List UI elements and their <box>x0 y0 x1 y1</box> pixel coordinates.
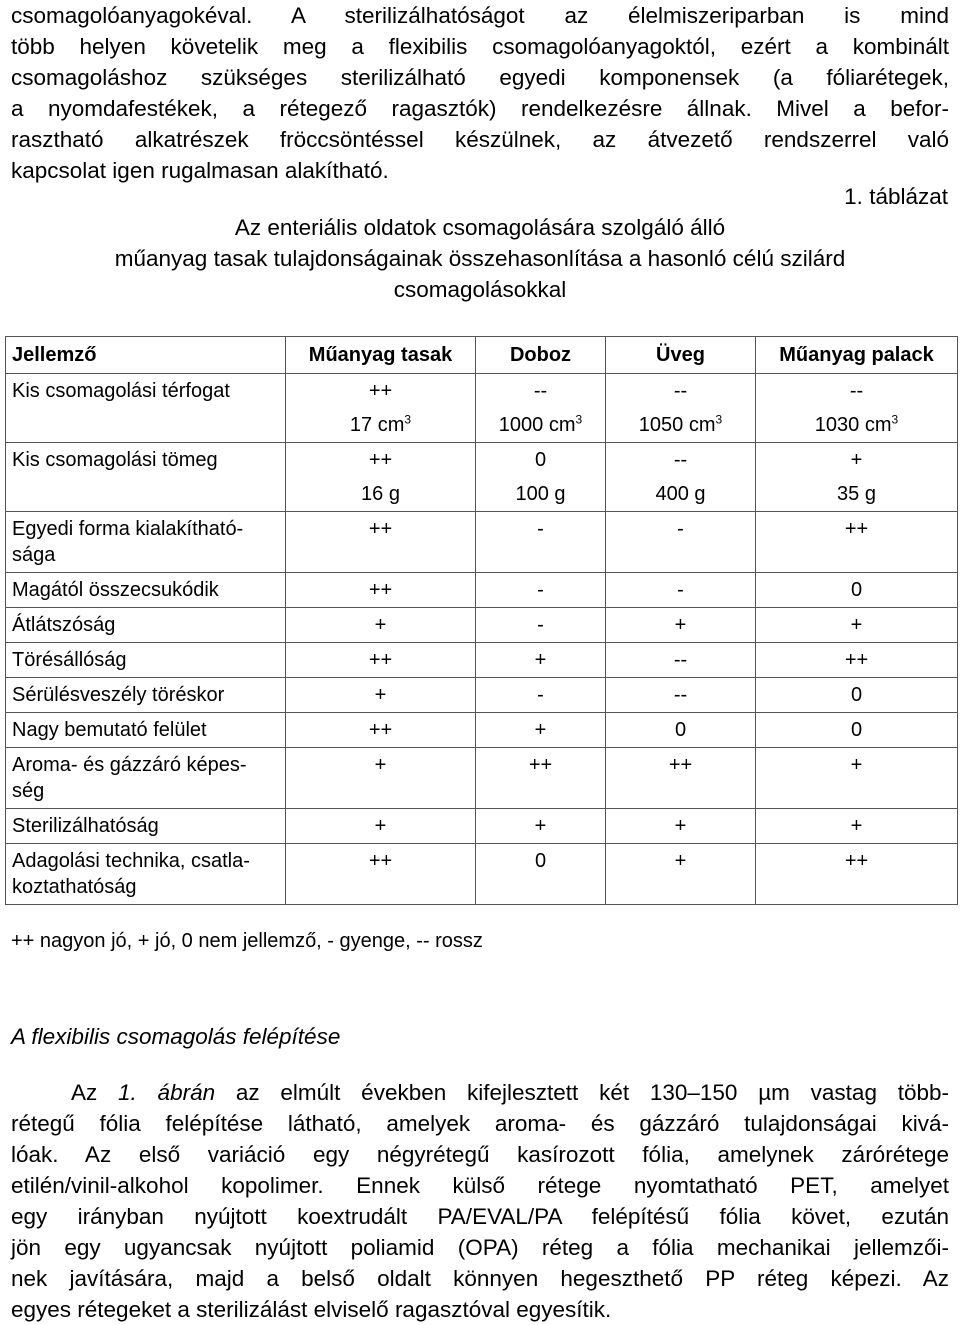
caption-line: Az enteriális oldatok csomagolására szolgáló álló <box>234 215 726 240</box>
rating: -- <box>849 380 864 402</box>
table-caption <box>0 212 960 305</box>
rating: + <box>534 719 547 741</box>
row-value <box>606 809 756 844</box>
table-row <box>6 573 958 608</box>
row-label: Magától összecsukódik <box>6 573 286 608</box>
body-line: rétegű fólia felépítése látható, amelyek aroma- és gázzáró tulajdonságai kivá- <box>11 1111 949 1136</box>
table-row <box>6 713 958 748</box>
rating: + <box>534 815 547 837</box>
header-cell: Doboz <box>476 337 606 374</box>
rating: + <box>534 649 547 671</box>
body-paragraph <box>11 1077 949 1325</box>
table-legend: ++ nagyon jó, + jó, 0 nem jellemző, - gyenge, -- rossz <box>11 930 483 952</box>
table-row <box>6 748 958 809</box>
rating: + <box>850 815 863 837</box>
row-label: Aroma- és gázzáró képes- ség <box>6 748 286 809</box>
row-value <box>606 748 756 809</box>
row-value <box>606 713 756 748</box>
table-row <box>6 643 958 678</box>
measured-value: 1030 $cm^3$ <box>814 412 899 436</box>
row-value <box>756 713 958 748</box>
row-value <box>476 844 606 905</box>
rating: -- <box>673 449 688 471</box>
table-row <box>6 512 958 573</box>
intro-line: csomagolóanyagokéval. A sterilizálhatóságot az élelmiszeriparban is mind <box>11 3 949 28</box>
rating: -- <box>673 684 688 706</box>
row-value <box>756 678 958 713</box>
row-value <box>476 512 606 573</box>
comparison-table <box>5 336 958 905</box>
rating: 0 <box>850 684 863 706</box>
row-value <box>606 374 756 443</box>
row-value <box>286 643 476 678</box>
row-value <box>606 512 756 573</box>
rating: ++ <box>368 579 393 601</box>
row-value <box>286 443 476 512</box>
row-value <box>476 748 606 809</box>
row-value <box>756 643 958 678</box>
rating: ++ <box>844 649 869 671</box>
row-value <box>286 678 476 713</box>
measured-value: 35 g <box>837 483 876 505</box>
row-value <box>286 748 476 809</box>
rating: ++ <box>844 518 869 540</box>
row-value <box>476 678 606 713</box>
rating: - <box>537 579 544 601</box>
row-label: Egyedi forma kialakítható- sága <box>6 512 286 573</box>
rating: + <box>674 614 687 636</box>
row-value <box>476 374 606 443</box>
header-cell: Jellemző <box>6 337 286 374</box>
header-cell: Üveg <box>606 337 756 374</box>
measured-value: 100 g <box>515 483 566 505</box>
rating: ++ <box>368 719 393 741</box>
rating: -- <box>533 380 548 402</box>
body-line: egyes rétegeket a sterilizálást elviselő ragasztóval egyesítik. <box>11 1297 612 1322</box>
caption-line: műanyag tasak tulajdonságainak összehasonlítása a hasonló célú szilárd <box>114 246 846 271</box>
rating: + <box>674 850 687 872</box>
row-value <box>606 643 756 678</box>
table-row <box>6 443 958 512</box>
row-value <box>606 573 756 608</box>
rating: - <box>537 614 544 636</box>
row-label: Sterilizálhatóság <box>6 809 286 844</box>
row-value <box>756 374 958 443</box>
row-value <box>476 713 606 748</box>
header-cell: Műanyag palack <box>756 337 958 374</box>
row-value <box>286 374 476 443</box>
row-label: Kis csomagolási térfogat <box>6 374 286 443</box>
rating: + <box>850 754 863 776</box>
table-row <box>6 678 958 713</box>
row-value <box>286 573 476 608</box>
row-value <box>756 809 958 844</box>
section-title: A flexibilis csomagolás felépítése <box>11 1024 341 1049</box>
rating: - <box>537 518 544 540</box>
row-value <box>476 573 606 608</box>
caption-line: csomagolásokkal <box>393 277 567 302</box>
row-value <box>606 608 756 643</box>
row-value <box>756 748 958 809</box>
intro-line: csomagoláshoz szükséges sterilizálható egyedi komponensek (a fóliarétegek, <box>11 65 949 90</box>
row-value <box>286 844 476 905</box>
rating: 0 <box>850 579 863 601</box>
rating: + <box>374 684 387 706</box>
measured-value: 1050 $cm^3$ <box>638 412 723 436</box>
body-line: egy irányban nyújtott koextrudált PA/EVAL/PA felépítésű fólia követ, ezután <box>11 1204 949 1229</box>
rating: ++ <box>368 518 393 540</box>
rating: + <box>374 614 387 636</box>
rating: ++ <box>368 649 393 671</box>
rating: 0 <box>534 449 547 471</box>
intro-paragraph <box>11 0 949 186</box>
measured-value: 17 $cm^3$ <box>349 412 412 436</box>
table-row <box>6 374 958 443</box>
rating: 0 <box>850 719 863 741</box>
body-line: jön egy ugyancsak nyújtott poliamid (OPA) réteg a fólia mechanikai jellemzői- <box>11 1235 949 1260</box>
figure-reference: 1. ábrán <box>118 1080 216 1105</box>
row-label: Sérülésveszély töréskor <box>6 678 286 713</box>
intro-line: a nyomdafestékek, a rétegező ragasztók) rendelkezésre állnak. Mivel a befor- <box>11 96 949 121</box>
rating: ++ <box>528 754 553 776</box>
measured-value: 400 g <box>655 483 706 505</box>
row-value <box>606 678 756 713</box>
rating: + <box>374 815 387 837</box>
row-value <box>606 844 756 905</box>
rating: - <box>537 684 544 706</box>
rating: 0 <box>674 719 687 741</box>
row-value <box>756 608 958 643</box>
row-value <box>756 443 958 512</box>
table-row <box>6 844 958 905</box>
row-value <box>756 844 958 905</box>
rating: ++ <box>844 850 869 872</box>
intro-line: több helyen követelik meg a flexibilis csomagolóanyagoktól, ezért a kombinált <box>11 34 949 59</box>
intro-line: rasztható alkatrészek fröccsöntéssel készülnek, az átvezető rendszerrel való <box>11 127 949 152</box>
row-label: Törésállóság <box>6 643 286 678</box>
rating: 0 <box>534 850 547 872</box>
body-line-rest: az elmúlt években kifejlesztett két 130–150 µm vastag több- <box>215 1080 950 1105</box>
rating: ++ <box>668 754 693 776</box>
header-cell: Műanyag tasak <box>286 337 476 374</box>
row-label: Adagolási technika, csatla- koztathatóság <box>6 844 286 905</box>
row-value <box>286 608 476 643</box>
rating: + <box>850 449 863 471</box>
row-label: Átlátszóság <box>6 608 286 643</box>
body-line-prefix: Az <box>71 1080 119 1105</box>
row-value <box>286 809 476 844</box>
row-label: Kis csomagolási tömeg <box>6 443 286 512</box>
table-header-row <box>6 337 958 374</box>
body-line: lóak. Az első variáció egy négyrétegű kasírozott fólia, amelynek zárórétege <box>11 1142 949 1167</box>
row-value <box>756 573 958 608</box>
body-line <box>11 1077 949 1108</box>
row-label: Nagy bemutató felület <box>6 713 286 748</box>
rating: ++ <box>368 380 393 402</box>
rating: + <box>674 815 687 837</box>
measured-value: 16 g <box>361 483 400 505</box>
table-number: 1. táblázat <box>844 184 948 209</box>
rating: -- <box>673 649 688 671</box>
table-row <box>6 608 958 643</box>
row-value <box>286 512 476 573</box>
rating: + <box>374 754 387 776</box>
measured-value: 1000 $cm^3$ <box>498 412 583 436</box>
rating: ++ <box>368 449 393 471</box>
rating: -- <box>673 380 688 402</box>
row-value <box>286 713 476 748</box>
body-line: nek javítására, majd a belső oldalt könnyen hegeszthető PP réteg képezi. Az <box>11 1266 949 1291</box>
intro-line: kapcsolat igen rugalmasan alakítható. <box>11 158 389 183</box>
row-value <box>476 809 606 844</box>
rating: - <box>677 579 684 601</box>
row-value <box>476 443 606 512</box>
row-value <box>606 443 756 512</box>
rating: ++ <box>368 850 393 872</box>
body-line: etilén/vinil-alkohol kopolimer. Ennek külső rétege nyomtatható PET, amelyet <box>11 1173 949 1198</box>
rating: + <box>850 614 863 636</box>
row-value <box>476 608 606 643</box>
row-value <box>476 643 606 678</box>
table-row <box>6 809 958 844</box>
rating: - <box>677 518 684 540</box>
row-value <box>756 512 958 573</box>
